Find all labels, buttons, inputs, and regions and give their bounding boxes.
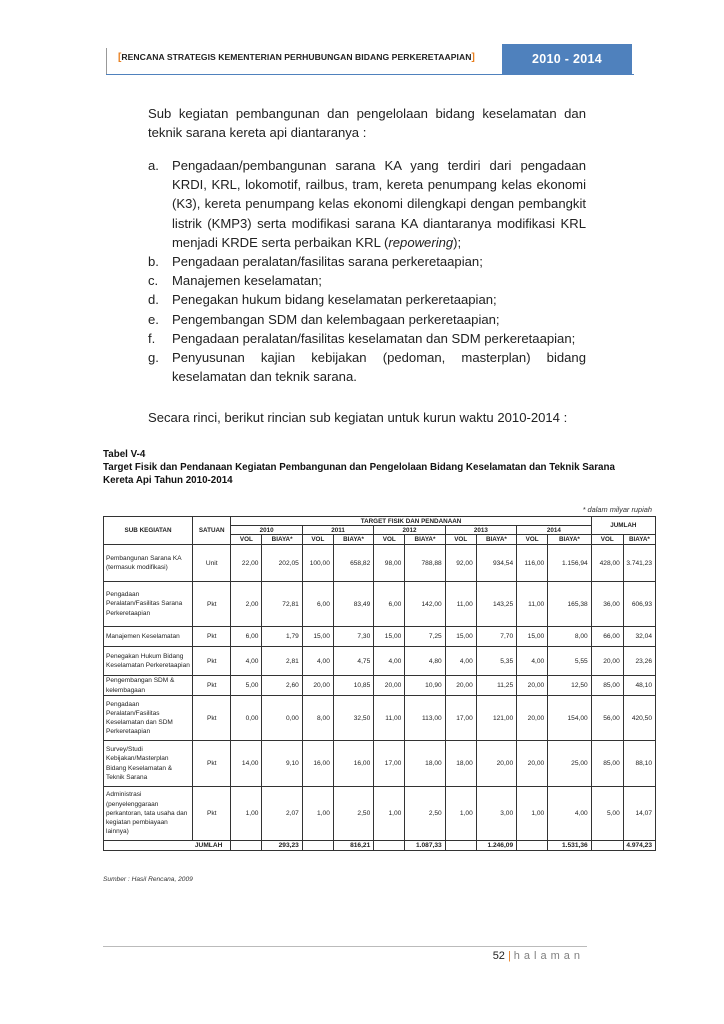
cell-biaya: 2,50	[333, 787, 373, 841]
cell-biaya: 7,25	[405, 627, 445, 647]
cell-biaya: 18,00	[405, 741, 445, 787]
list-marker: b.	[148, 254, 159, 270]
total-biaya: 4.974,23	[623, 841, 655, 851]
cell-vol: 20,00	[591, 647, 623, 676]
table-row	[104, 741, 656, 787]
cell-biaya: 2,50	[405, 787, 445, 841]
footer-separator: |	[507, 950, 511, 962]
cell-biaya: 142,00	[405, 582, 445, 627]
row-sub-kegiatan: Manajemen Keselamatan	[104, 627, 193, 647]
header-title: RENCANA STRATEGIS KEMENTERIAN PERHUBUNGAN BIDANG PERKERETAAPIAN	[121, 52, 472, 62]
cell-biaya: 4,75	[333, 647, 373, 676]
cell-vol: 14,00	[231, 741, 262, 787]
cell-vol: 20,00	[517, 676, 548, 696]
row-satuan: Pkt	[193, 676, 231, 696]
cell-vol: 16,00	[302, 741, 333, 787]
total-label: JUMLAH	[104, 841, 231, 851]
cell-biaya: 83,49	[333, 582, 373, 627]
cell-biaya: 5,35	[476, 647, 516, 676]
cell-vol: 100,00	[302, 545, 333, 582]
cell-biaya: 420,50	[623, 696, 655, 741]
header-rule	[106, 74, 634, 75]
list-text-main: Pengembangan SDM dan kelembagaan perkeretaapian;	[172, 311, 500, 327]
table-row	[104, 647, 656, 676]
cell-biaya: 143,25	[476, 582, 516, 627]
biaya-header: BIAYA*	[548, 535, 592, 545]
cell-vol: 6,00	[231, 627, 262, 647]
cell-biaya: 788,88	[405, 545, 445, 582]
header-vertical-rule	[106, 48, 107, 74]
cell-biaya: 8,00	[548, 627, 592, 647]
table-row	[104, 627, 656, 647]
list-item	[148, 271, 586, 290]
cell-vol: 1,00	[517, 787, 548, 841]
cell-vol: 11,00	[517, 582, 548, 627]
cell-biaya: 88,10	[623, 741, 655, 787]
cell-vol: 4,00	[517, 647, 548, 676]
cell-biaya: 2,60	[262, 676, 302, 696]
cell-vol: 6,00	[374, 582, 405, 627]
row-sub-kegiatan: Pengembangan SDM & kelembagaan	[104, 676, 193, 696]
table-row	[104, 696, 656, 741]
row-satuan: Pkt	[193, 741, 231, 787]
table-row	[104, 787, 656, 841]
list-text-tail: );	[453, 234, 462, 250]
cell-biaya: 606,93	[623, 582, 655, 627]
cell-biaya: 113,00	[405, 696, 445, 741]
data-table	[103, 516, 656, 851]
cell-biaya: 5,55	[548, 647, 592, 676]
vol-header: VOL	[374, 535, 405, 545]
row-satuan: Unit	[193, 545, 231, 582]
total-vol-empty	[302, 841, 333, 851]
cell-biaya: 10,90	[405, 676, 445, 696]
list-text	[172, 271, 586, 290]
total-row	[104, 841, 656, 851]
list-text-italic: repowering	[388, 234, 454, 250]
list-text	[172, 310, 586, 329]
cell-biaya: 121,00	[476, 696, 516, 741]
row-satuan: Pkt	[193, 627, 231, 647]
list-text-main: Pengadaan peralatan/fasilitas sarana perkeretaapian;	[172, 254, 483, 270]
list-item	[148, 310, 586, 329]
row-satuan: Pkt	[193, 696, 231, 741]
list-text	[172, 290, 586, 309]
cell-biaya: 25,00	[548, 741, 592, 787]
cell-vol: 17,00	[374, 741, 405, 787]
cell-vol: 2,00	[231, 582, 262, 627]
cell-vol: 428,00	[591, 545, 623, 582]
list-marker: e.	[148, 311, 159, 327]
cell-vol: 85,00	[591, 676, 623, 696]
cell-vol: 20,00	[517, 696, 548, 741]
cell-vol: 92,00	[445, 545, 476, 582]
list-item	[148, 156, 586, 252]
cell-vol: 1,00	[374, 787, 405, 841]
cell-biaya: 48,10	[623, 676, 655, 696]
cell-vol: 1,00	[302, 787, 333, 841]
cell-biaya: 154,00	[548, 696, 592, 741]
table-row	[104, 582, 656, 627]
table-row	[104, 676, 656, 696]
col-sub-kegiatan: SUB KEGIATAN	[104, 517, 193, 545]
list-text-main: Penegakan hukum bidang keselamatan perkeretaapian;	[172, 292, 497, 308]
cell-biaya: 2,81	[262, 647, 302, 676]
list-text	[172, 329, 586, 348]
cell-vol: 22,00	[231, 545, 262, 582]
list-item	[148, 252, 586, 271]
outro-paragraph: Secara rinci, berikut rincian sub kegiatan untuk kurun waktu 2010-2014 :	[148, 410, 568, 425]
page-footer	[493, 950, 584, 962]
cell-biaya: 20,00	[476, 741, 516, 787]
cell-biaya: 14,07	[623, 787, 655, 841]
list-text	[172, 252, 586, 271]
header-bracket-open: [	[118, 52, 122, 63]
year-header: 2010	[231, 526, 302, 535]
biaya-header: BIAYA*	[623, 535, 655, 545]
list-text	[172, 156, 586, 252]
header-bracket-close: ]	[471, 52, 475, 63]
total-biaya: 1.087,33	[405, 841, 445, 851]
cell-vol: 11,00	[374, 696, 405, 741]
cell-vol: 11,00	[445, 582, 476, 627]
list-marker: d.	[148, 292, 159, 308]
vol-header: VOL	[445, 535, 476, 545]
col-satuan: SATUAN	[193, 517, 231, 545]
page-header	[118, 44, 634, 74]
biaya-header: BIAYA*	[476, 535, 516, 545]
vol-header: VOL	[302, 535, 333, 545]
year-header: 2013	[445, 526, 516, 535]
header-period-box: 2010 - 2014	[502, 44, 632, 74]
row-sub-kegiatan: Pengadaan Peralatan/Fasilitas Sarana Perkeretaapian	[104, 582, 193, 627]
vol-header: VOL	[591, 535, 623, 545]
cell-vol: 15,00	[517, 627, 548, 647]
list-marker: a.	[148, 158, 159, 173]
header-title-line	[118, 52, 475, 63]
cell-biaya: 72,81	[262, 582, 302, 627]
col-target: TARGET FISIK DAN PENDANAAN	[231, 517, 591, 526]
list-text-main: Penyusunan kajian kebijakan (pedoman, masterplan) bidang keselamatan dan teknik sarana.	[172, 350, 586, 385]
row-satuan: Pkt	[193, 582, 231, 627]
total-vol-empty	[231, 841, 262, 851]
list-marker: f.	[148, 330, 156, 346]
biaya-header: BIAYA*	[333, 535, 373, 545]
cell-vol: 8,00	[302, 696, 333, 741]
cell-vol: 85,00	[591, 741, 623, 787]
list-text	[172, 348, 586, 386]
row-sub-kegiatan: Pembangunan Sarana KA (termasuk modifikasi)	[104, 545, 193, 582]
year-header: 2014	[517, 526, 592, 535]
table-caption	[103, 448, 623, 488]
list-text-main: Pengadaan peralatan/fasilitas keselamatan dan SDM perkeretaapian;	[172, 330, 576, 346]
list-text-main: Pengadaan/pembangunan sarana KA yang terdiri dari pengadaan KRDI, KRL, lokomotif, railbus, tram, kereta penumpang kelas ekonomi (K3), kereta penumpang kelas ekonomi dilengkapi dengan pembangkit listrik (KMP3) serta modifikasi sarana KA diantaranya modifikasi KRL menjadi KRDE serta perbaikan KRL (	[172, 158, 586, 250]
list-item	[148, 348, 586, 386]
cell-biaya: 2,07	[262, 787, 302, 841]
cell-biaya: 0,00	[262, 696, 302, 741]
cell-biaya: 934,54	[476, 545, 516, 582]
cell-vol: 5,00	[231, 676, 262, 696]
cell-biaya: 12,50	[548, 676, 592, 696]
cell-biaya: 7,70	[476, 627, 516, 647]
table-title: Target Fisik dan Pendanaan Kegiatan Pembangunan dan Pengelolaan Bidang Keselamatan dan Teknik Sarana Kereta Api Tahun 2010-2014	[103, 462, 615, 487]
year-header: 2012	[374, 526, 445, 535]
total-vol-empty	[445, 841, 476, 851]
vol-header: VOL	[231, 535, 262, 545]
table-label: Tabel V-4	[103, 449, 146, 460]
cell-vol: 4,00	[231, 647, 262, 676]
vol-header: VOL	[517, 535, 548, 545]
page-number: 52	[492, 950, 505, 962]
cell-biaya: 10,85	[333, 676, 373, 696]
cell-vol: 116,00	[517, 545, 548, 582]
row-sub-kegiatan: Administrasi (penyelenggaraan perkantoran, tata usaha dan kegiatan pembiayaan lainnya)	[104, 787, 193, 841]
cell-vol: 66,00	[591, 627, 623, 647]
sub-activity-list	[148, 156, 586, 386]
cell-vol: 5,00	[591, 787, 623, 841]
cell-biaya: 16,00	[333, 741, 373, 787]
cell-vol: 4,00	[302, 647, 333, 676]
list-text-main: Manajemen keselamatan;	[172, 273, 322, 289]
cell-biaya: 1,79	[262, 627, 302, 647]
cell-vol: 20,00	[374, 676, 405, 696]
cell-vol: 17,00	[445, 696, 476, 741]
list-item	[148, 290, 586, 309]
cell-vol: 4,00	[374, 647, 405, 676]
total-biaya: 816,21	[333, 841, 373, 851]
list-item	[148, 329, 586, 348]
total-vol-empty	[374, 841, 405, 851]
cell-biaya: 3,00	[476, 787, 516, 841]
cell-vol: 15,00	[374, 627, 405, 647]
cell-biaya: 9,10	[262, 741, 302, 787]
cell-vol: 20,00	[302, 676, 333, 696]
row-sub-kegiatan: Survey/Studi Kebijakan/Masterplan Bidang Keselamatan & Teknik Sarana	[104, 741, 193, 787]
cell-biaya: 32,04	[623, 627, 655, 647]
cell-vol: 0,00	[231, 696, 262, 741]
list-marker: g.	[148, 350, 159, 366]
cell-vol: 6,00	[302, 582, 333, 627]
year-header: 2011	[302, 526, 373, 535]
cell-vol: 18,00	[445, 741, 476, 787]
biaya-header: BIAYA*	[405, 535, 445, 545]
cell-biaya: 4,80	[405, 647, 445, 676]
cell-biaya: 32,50	[333, 696, 373, 741]
footer-word: halaman	[513, 950, 584, 962]
cell-biaya: 165,38	[548, 582, 592, 627]
cell-biaya: 202,05	[262, 545, 302, 582]
footer-rule	[103, 946, 587, 947]
cell-vol: 4,00	[445, 647, 476, 676]
total-biaya: 293,23	[262, 841, 302, 851]
list-marker: c.	[148, 273, 159, 289]
cell-vol: 20,00	[517, 741, 548, 787]
cell-vol: 15,00	[445, 627, 476, 647]
total-vol-empty	[517, 841, 548, 851]
row-sub-kegiatan: Penegakan Hukum Bidang Keselamatan Perkeretaapian	[104, 647, 193, 676]
table-row	[104, 545, 656, 582]
cell-biaya: 1.156,94	[548, 545, 592, 582]
cell-biaya: 23,26	[623, 647, 655, 676]
cell-biaya: 7,30	[333, 627, 373, 647]
cell-vol: 36,00	[591, 582, 623, 627]
cell-biaya: 11,25	[476, 676, 516, 696]
unit-note: * dalam milyar rupiah	[582, 505, 652, 514]
row-satuan: Pkt	[193, 647, 231, 676]
cell-vol: 1,00	[445, 787, 476, 841]
biaya-header: BIAYA*	[262, 535, 302, 545]
cell-vol: 56,00	[591, 696, 623, 741]
table-source: Sumber : Hasil Rencana, 2009	[103, 876, 193, 883]
total-vol-empty	[591, 841, 623, 851]
cell-vol: 1,00	[231, 787, 262, 841]
cell-biaya: 3.741,23	[623, 545, 655, 582]
row-satuan: Pkt	[193, 787, 231, 841]
cell-vol: 20,00	[445, 676, 476, 696]
total-biaya: 1.531,36	[548, 841, 592, 851]
row-sub-kegiatan: Pengadaan Peralatan/Fasilitas Keselamatan dan SDM Perkeretaapian	[104, 696, 193, 741]
col-jumlah: JUMLAH	[591, 517, 655, 535]
cell-vol: 98,00	[374, 545, 405, 582]
cell-biaya: 658,82	[333, 545, 373, 582]
total-biaya: 1.246,09	[476, 841, 516, 851]
cell-vol: 15,00	[302, 627, 333, 647]
cell-biaya: 4,00	[548, 787, 592, 841]
intro-paragraph: Sub kegiatan pembangunan dan pengelolaan bidang keselamatan dan teknik sarana kereta api diantaranya :	[148, 106, 586, 141]
